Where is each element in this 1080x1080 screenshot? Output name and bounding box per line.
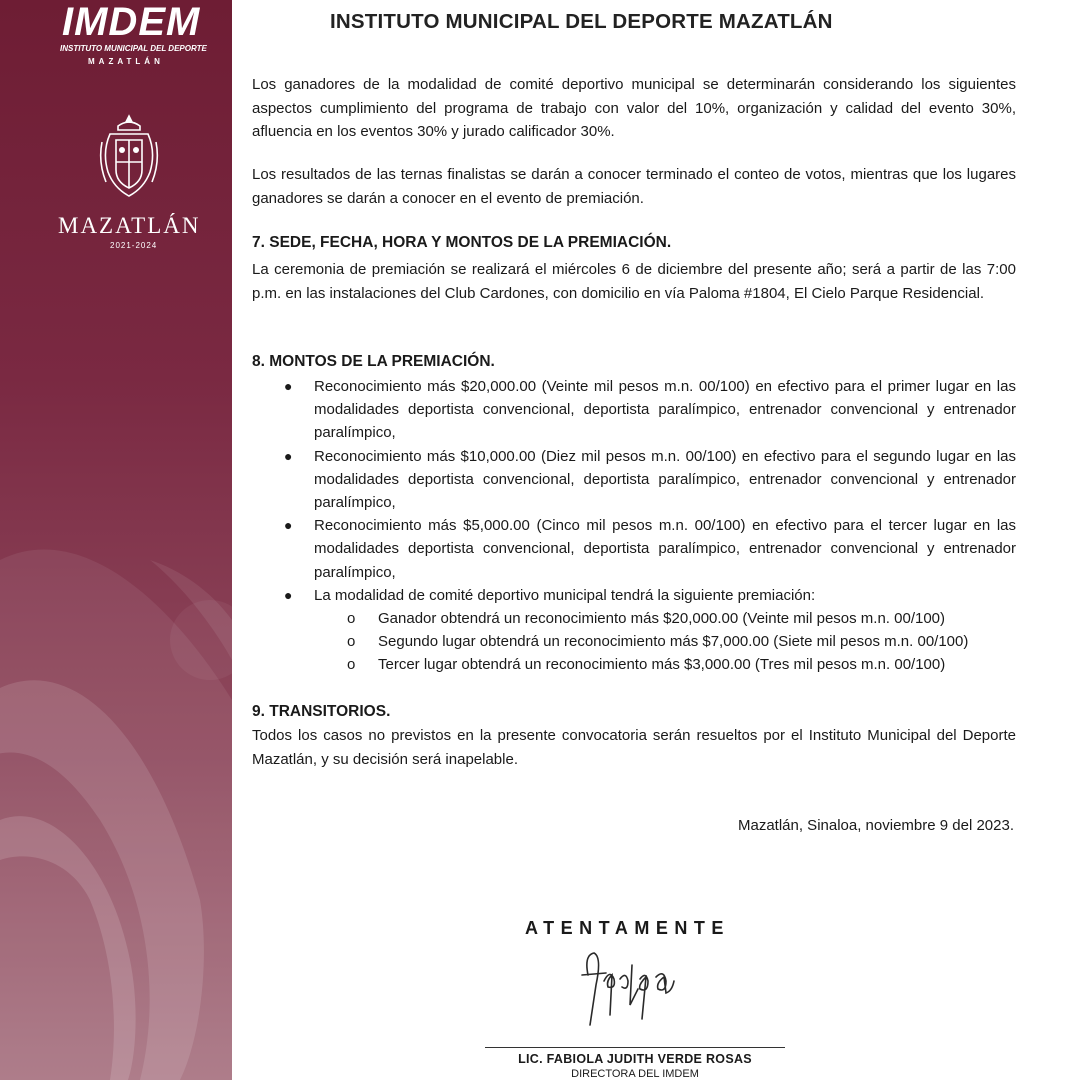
handwritten-signature bbox=[580, 945, 690, 1035]
list-item: o Segundo lugar obtendrá un reconocimiento más $7,000.00 (Siete mil pesos m.n. 00/100) bbox=[347, 633, 969, 651]
administration-years: 2021-2024 bbox=[110, 241, 158, 250]
section-7-text: La ceremonia de premiación se realizará el miércoles 6 de diciembre del presente año; será a partir de las 7:00 p.m. en las instalaciones del Club Cardones, con domicilio en vía Paloma #1804, El Cielo Parque Residencial. bbox=[252, 261, 1016, 302]
list-item: ● Reconocimiento más $5,000.00 (Cinco mil pesos m.n. 00/100) en efectivo para el tercer lugar en las modalidades deportista convencional, deportista paralímpico, entrenador convencional y entrenador paralímpico, bbox=[284, 517, 1016, 581]
section-9-text: Todos los casos no previstos en la presente convocatoria serán resueltos por el Instituto Municipal del Deporte Mazatlán, y su decisión será inapelable. bbox=[252, 727, 1016, 768]
section-9-heading: 9. TRANSITORIOS. bbox=[252, 703, 391, 720]
intro-paragraph-1: Los ganadores de la modalidad de comité deportivo municipal se determinarán considerando los siguientes aspectos cumplimiento del programa de trabajo con valor del 10%, organización y calidad del evento 30%, afluencia en los eventos 30% y jurado calificador 30%. bbox=[252, 76, 1016, 140]
list-item: ● Reconocimiento más $10,000.00 (Diez mil pesos m.n. 00/100) en efectivo para el segundo lugar en las modalidades deportista convencional, deportista paralímpico, entrenador convencional y entrenador paralímpico, bbox=[284, 447, 1016, 512]
intro-paragraph-2: Los resultados de las ternas finalistas se darán a conocer terminado el conteo de votos, mientras que los lugares ganadores se darán a conocer en el evento de premiación. bbox=[252, 166, 1016, 207]
imdem-logo-city: MAZATLÁN bbox=[88, 57, 164, 66]
imdem-logo-subtitle: INSTITUTO MUNICIPAL DEL DEPORTE bbox=[60, 44, 207, 53]
closing-text: ATENTAMENTE bbox=[525, 918, 730, 938]
section-7-heading: 7. SEDE, FECHA, HORA Y MONTOS DE LA PREMIACIÓN. bbox=[252, 234, 672, 251]
signature-line bbox=[485, 1047, 785, 1048]
imdem-logo-text: IMDEM bbox=[62, 0, 201, 44]
list-item: ● Reconocimiento más $20,000.00 (Veinte mil pesos m.n. 00/100) en efectivo para el primer lugar en las modalidades deportista convencional, deportista paralímpico, entrenador convencional y entrenador paralímpico, bbox=[284, 378, 1016, 442]
prize-list bbox=[252, 375, 1016, 607]
city-name: MAZATLÁN bbox=[58, 213, 201, 238]
date-line: Mazatlán, Sinaloa, noviembre 9 del 2023. bbox=[737, 817, 1014, 834]
list-item: o Tercer lugar obtendrá un reconocimiento más $3,000.00 (Tres mil pesos m.n. 00/100) bbox=[347, 656, 946, 674]
signer-role: DIRECTORA DEL IMDEM bbox=[571, 1068, 699, 1080]
committee-prize-list bbox=[252, 607, 1016, 677]
signer-name: LIC. FABIOLA JUDITH VERDE ROSAS bbox=[518, 1052, 752, 1066]
mazatlan-crest-icon bbox=[96, 112, 162, 204]
list-item: o Ganador obtendrá un reconocimiento más $20,000.00 (Veinte mil pesos m.n. 00/100) bbox=[347, 610, 946, 627]
list-item: ● La modalidad de comité deportivo municipal tendrá la siguiente premiación: bbox=[284, 586, 816, 604]
document-title: INSTITUTO MUNICIPAL DEL DEPORTE MAZATLÁN bbox=[330, 10, 833, 33]
sidebar-banner bbox=[0, 0, 232, 1080]
section-8-heading: 8. MONTOS DE LA PREMIACIÓN. bbox=[252, 353, 495, 370]
